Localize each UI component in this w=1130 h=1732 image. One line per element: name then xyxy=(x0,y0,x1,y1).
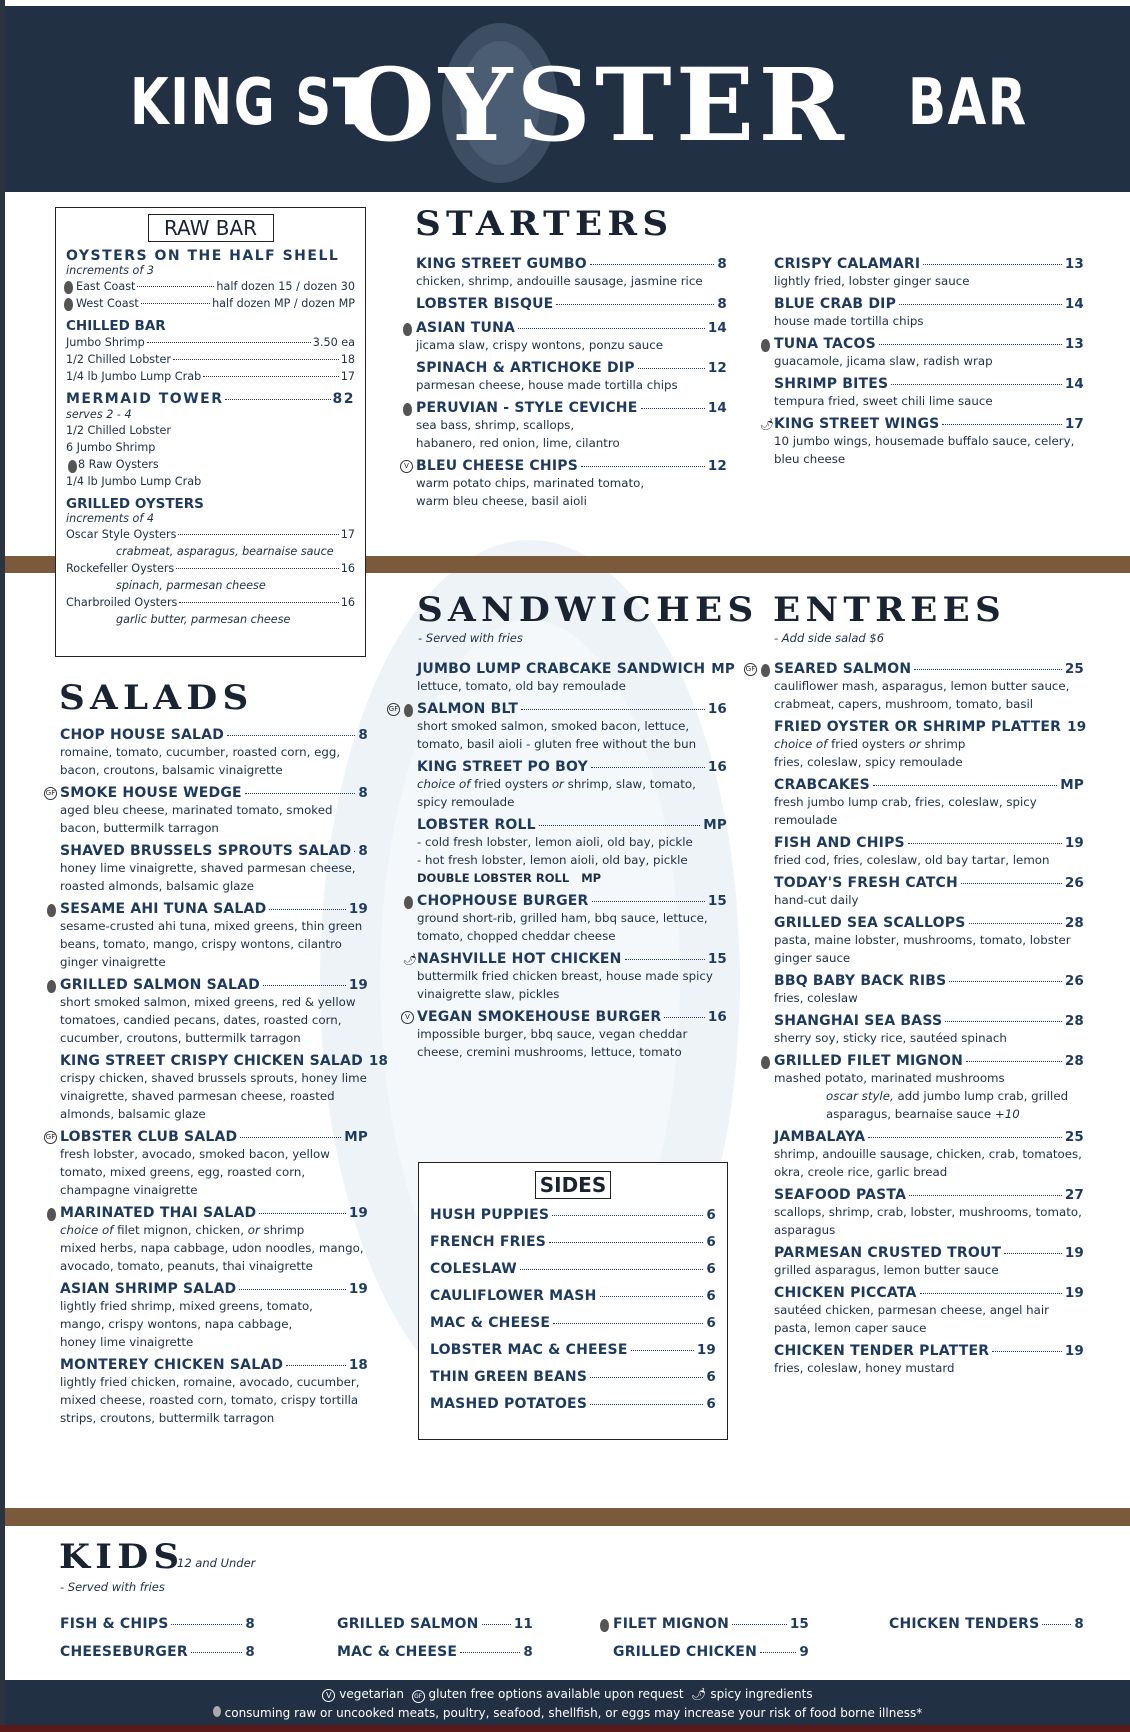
item-price: 19 xyxy=(348,1205,368,1221)
menu-item xyxy=(66,526,355,543)
item-name: MONTEREY CHICKEN SALAD xyxy=(60,1357,284,1373)
item-price: half dozen 15 / dozen 30 xyxy=(216,280,355,293)
item-name: CRISPY CALAMARI xyxy=(774,256,921,272)
kids-heading: KIDS xyxy=(59,1537,185,1577)
item-price: 15 xyxy=(707,893,727,909)
item-price: MP xyxy=(711,661,736,677)
item-desc: fried cod, fries, coleslaw, old bay tartar, lemon xyxy=(774,853,1050,867)
item-price: 26 xyxy=(1064,973,1084,989)
menu-item xyxy=(66,560,355,577)
raw-oyster-icon xyxy=(68,460,77,473)
item-price: 28 xyxy=(1064,915,1084,931)
item-name: KING STREET CRISPY CHICKEN SALAD xyxy=(60,1053,363,1069)
raw-oyster-icon xyxy=(600,1619,609,1632)
item-desc: 10 jumbo wings, housemade buffalo sauce, celery, bleu cheese xyxy=(774,434,1075,466)
item-name: SMOKE HOUSE WEDGE xyxy=(60,785,242,801)
item-desc: fresh jumbo lump crab, fries, coleslaw, spicy remoulade xyxy=(774,795,1037,827)
item-name: TODAY'S FRESH CATCH xyxy=(774,875,958,891)
menu-item xyxy=(417,817,727,887)
item-desc: tempura fried, sweet chili lime sauce xyxy=(774,394,993,408)
item-name: KING STREET WINGS xyxy=(774,416,940,432)
menu-item: CHEESEBURGER 8 xyxy=(60,1644,255,1660)
item-name: LOBSTER BISQUE xyxy=(416,296,554,312)
menu-item xyxy=(403,951,727,1003)
item-price: 18 xyxy=(348,1357,368,1373)
item-name: ASIAN SHRIMP SALAD xyxy=(60,1281,237,1297)
item-price: 18 xyxy=(340,353,355,366)
sandwiches-column xyxy=(388,661,736,1067)
item-price: 82 xyxy=(332,391,355,407)
item-price: 28 xyxy=(1064,1053,1084,1069)
item-desc: sea bass, shrimp, scallops, habanero, red onion, lime, cilantro xyxy=(416,418,620,450)
item-price: 14 xyxy=(707,400,727,416)
raw-bar-title: RAW BAR xyxy=(148,214,274,242)
item-desc: warm potato chips, marinated tomato, warm bleu cheese, basil aioli xyxy=(416,476,645,508)
vegetarian-icon: V xyxy=(322,1689,335,1702)
legend-vegetarian: vegetarian xyxy=(339,1687,405,1701)
menu-item xyxy=(774,1187,1084,1239)
menu-item xyxy=(416,296,727,312)
item-price: 16 xyxy=(707,701,727,717)
item-name: SESAME AHI TUNA SALAD xyxy=(60,901,267,917)
menu-item xyxy=(774,1245,1084,1279)
item-price: 14 xyxy=(707,320,727,336)
gluten-free-icon: GF xyxy=(412,1690,425,1703)
item-price: 19 xyxy=(1064,1343,1084,1359)
menu-item xyxy=(60,727,368,779)
item-name: Rockefeller Oysters xyxy=(66,562,175,575)
menu-item xyxy=(774,296,1084,330)
item-price: 15 xyxy=(707,951,727,967)
item-price: 13 xyxy=(1064,336,1084,352)
item-name: ASIAN TUNA xyxy=(416,320,516,336)
item-price: half dozen MP / dozen MP xyxy=(212,297,355,310)
menu-item xyxy=(60,977,368,1047)
item-price: 19 xyxy=(348,1281,368,1297)
item-price: 8 xyxy=(358,843,368,859)
menu-item xyxy=(774,336,1084,370)
item-name: LOBSTER CLUB SALAD xyxy=(60,1129,238,1145)
menu-item xyxy=(416,360,727,394)
item-price: 14 xyxy=(1064,296,1084,312)
item-desc: guacamole, jicama slaw, radish wrap xyxy=(774,354,993,368)
item-desc: short smoked salmon, smoked bacon, lettuce, tomato, basil aioli - gluten free without the bun xyxy=(417,719,697,751)
item-desc: choice of fried oysters or shrimp, slaw, tomato, spicy remoulade xyxy=(417,777,696,809)
item-desc: pasta, maine lobster, mushrooms, tomato, lobster ginger sauce xyxy=(774,933,1071,965)
menu-item xyxy=(774,1285,1084,1337)
item-name: SHANGHAI SEA BASS xyxy=(774,1013,943,1029)
menu-item xyxy=(417,893,727,945)
sides-box xyxy=(418,1162,728,1440)
item-price: 19 xyxy=(1064,1245,1084,1261)
item-desc: impossible burger, bbq sauce, vegan cheddar cheese, cremini mushrooms, lettuce, tomato xyxy=(417,1027,688,1059)
menu-item xyxy=(774,875,1084,909)
item-name: JUMBO LUMP CRABCAKE SANDWICH xyxy=(417,661,706,677)
half-shell-note: increments of 3 xyxy=(66,264,154,277)
item-desc: cauliflower mash, asparagus, lemon butter sauce, crabmeat, capers, mushroom, tomato, basil xyxy=(774,679,1070,711)
item-desc: sautéed chicken, parmesan cheese, angel hair pasta, lemon caper sauce xyxy=(774,1303,1050,1335)
item-desc: aged bleu cheese, marinated tomato, smoked bacon, buttermilk tarragon xyxy=(60,803,333,835)
item-price: 8 xyxy=(358,727,368,743)
item-desc: sherry soy, sticky rice, sautéed spinach xyxy=(774,1031,1007,1045)
entrees-note: - Add side salad $6 xyxy=(774,631,885,645)
raw-bar-box xyxy=(55,207,366,657)
item-price: 13 xyxy=(1064,256,1084,272)
menu-sheet xyxy=(5,0,1130,1732)
gluten-free-icon: GF xyxy=(387,703,400,716)
item-price: 12 xyxy=(707,360,727,376)
item-desc: choice of filet mignon, chicken, or shrimp xyxy=(60,1223,305,1237)
half-shell-title: OYSTERS ON THE HALF SHELL xyxy=(66,248,340,264)
item-price: 18 xyxy=(368,1053,389,1069)
menu-item xyxy=(774,835,1084,869)
item-desc: sesame-crusted ahi tuna, mixed greens, thin green beans, tomato, mango, crispy wontons, cilantro ginger vinaigrette xyxy=(60,919,363,969)
gluten-free-icon: GF xyxy=(744,663,757,676)
item-name: VEGAN SMOKEHOUSE BURGER xyxy=(417,1009,662,1025)
item-desc: spinach, parmesan cheese xyxy=(116,579,266,592)
item-desc: fries, coleslaw, spicy remoulade xyxy=(774,755,963,769)
entrees-heading: ENTREES xyxy=(773,590,1007,630)
item-name: CHICKEN PICCATA xyxy=(774,1285,917,1301)
item-name: FRIED OYSTER OR SHRIMP PLATTER xyxy=(774,719,1062,735)
item-desc: fresh lobster, avocado, smoked bacon, yellow tomato, mixed greens, egg, roasted corn, champagne vinaigrette xyxy=(60,1147,330,1197)
menu-item: THIN GREEN BEANS 6 xyxy=(430,1369,716,1385)
menu-item xyxy=(66,295,355,312)
menu-item xyxy=(774,376,1084,410)
raw-oyster-icon xyxy=(404,704,413,717)
header-banner xyxy=(5,6,1130,192)
item-name: SEAFOOD PASTA xyxy=(774,1187,907,1203)
item-name: PERUVIAN - STYLE CEVICHE xyxy=(416,400,638,416)
item-name: Jumbo Shrimp xyxy=(66,336,145,349)
menu-item: FRENCH FRIES 6 xyxy=(430,1234,716,1250)
item-name: 1/4 lb Jumbo Lump Crab xyxy=(66,370,202,383)
menu-item xyxy=(388,701,727,753)
starters-right-column xyxy=(760,256,1084,474)
item-desc: oscar style, add jumbo lump crab, grilled asparagus, bearnaise sauce +10 xyxy=(826,1089,1069,1121)
item-desc: jicama slaw, crispy wontons, ponzu sauce xyxy=(416,338,664,352)
item-price: 16 xyxy=(707,759,727,775)
menu-item: MASHED POTATOES 6 xyxy=(430,1396,716,1412)
menu-item: CAULIFLOWER MASH 6 xyxy=(430,1288,716,1304)
item-name: KING STREET PO BOY xyxy=(417,759,588,775)
tower-line: 1/2 Chilled Lobster xyxy=(66,424,172,437)
item-name: SHRIMP BITES xyxy=(774,376,889,392)
menu-item xyxy=(774,1013,1084,1047)
menu-item xyxy=(416,256,727,290)
item-desc: scallops, shrimp, crab, lobster, mushrooms, tomato, asparagus xyxy=(774,1205,1082,1237)
item-name: SHAVED BRUSSELS SPROUTS SALAD xyxy=(60,843,352,859)
item-name: BBQ BABY BACK RIBS xyxy=(774,973,947,989)
menu-item xyxy=(774,256,1084,290)
item-name: SPINACH & ARTICHOKE DIP xyxy=(416,360,635,376)
item-name: West Coast xyxy=(76,297,139,310)
item-extra: DOUBLE LOBSTER ROLL MP xyxy=(417,871,602,885)
logo-text-oyster: OYSTER xyxy=(345,46,849,164)
item-desc: buttermilk fried chicken breast, house made spicy vinaigrette slaw, pickles xyxy=(417,969,713,1001)
kids-note: - Served with fries xyxy=(60,1580,165,1594)
raw-oyster-icon xyxy=(47,904,56,917)
item-price: 17 xyxy=(1064,416,1084,432)
item-name: SEARED SALMON xyxy=(774,661,912,677)
item-desc: crabmeat, asparagus, bearnaise sauce xyxy=(116,545,334,558)
item-price: 8 xyxy=(358,785,368,801)
divider-band-bottom xyxy=(5,1508,1130,1526)
item-name: CHOPHOUSE BURGER xyxy=(417,893,589,909)
menu-item xyxy=(745,661,1084,713)
menu-item xyxy=(45,1129,368,1199)
spicy-pepper-icon: 🌶 xyxy=(403,953,417,966)
mermaid-tower xyxy=(66,391,355,408)
item-desc: mixed herbs, napa cabbage, udon noodles, mango, avocado, tomato, peanuts, thai vinaigrette xyxy=(60,1241,364,1273)
menu-item: GRILLED CHICKEN 9 xyxy=(613,1644,809,1660)
item-price: 16 xyxy=(340,562,355,575)
menu-item xyxy=(66,278,355,295)
sandwiches-note: - Served with fries xyxy=(418,631,523,645)
menu-item: MAC & CHEESE 6 xyxy=(430,1315,716,1331)
menu-item: MAC & CHEESE 8 xyxy=(337,1644,533,1660)
item-price: MP xyxy=(1060,777,1084,793)
item-price: 19 xyxy=(1064,1285,1084,1301)
item-desc: house made tortilla chips xyxy=(774,314,924,328)
menu-item xyxy=(774,973,1084,1007)
vegetarian-icon: V xyxy=(400,460,413,473)
menu-item xyxy=(760,416,1084,468)
item-desc: hand-cut daily xyxy=(774,893,859,907)
menu-item xyxy=(417,661,736,695)
raw-oyster-icon xyxy=(404,896,413,909)
menu-item xyxy=(416,400,727,452)
kids-age: 12 and Under xyxy=(177,1556,256,1570)
item-desc: lightly fried, lobster ginger sauce xyxy=(774,274,970,288)
item-name: PARMESAN CRUSTED TROUT xyxy=(774,1245,1002,1261)
item-desc: lettuce, tomato, old bay remoulade xyxy=(417,679,626,693)
menu-item xyxy=(404,458,727,510)
menu-item xyxy=(66,334,355,351)
item-name: JAMBALAYA xyxy=(774,1129,866,1145)
tower-line: 8 Raw Oysters xyxy=(66,456,355,473)
raw-oyster-icon xyxy=(403,403,412,416)
menu-item xyxy=(774,777,1084,829)
raw-oyster-icon xyxy=(47,980,56,993)
item-price: 19 xyxy=(348,977,368,993)
item-desc: - cold fresh lobster, lemon aioli, old bay, pickle xyxy=(417,835,693,849)
item-name: CHOP HOUSE SALAD xyxy=(60,727,225,743)
item-name: FISH AND CHIPS xyxy=(774,835,905,851)
raw-oyster-icon xyxy=(761,664,770,677)
item-price: 17 xyxy=(340,370,355,383)
legend-raw-warning: consuming raw or uncooked meats, poultry, seafood, shellfish, or eggs may increase your risk of food borne illness* xyxy=(224,1706,923,1720)
menu-item xyxy=(774,915,1084,967)
item-name: SALMON BLT xyxy=(417,701,519,717)
item-price: MP xyxy=(703,817,727,833)
menu-item xyxy=(60,1281,368,1351)
raw-oyster-icon xyxy=(64,281,73,294)
menu-item: LOBSTER MAC & CHEESE 19 xyxy=(430,1342,716,1358)
item-name: TUNA TACOS xyxy=(774,336,876,352)
item-desc: - hot fresh lobster, lemon aioli, old bay, pickle xyxy=(417,853,688,867)
item-desc: garlic butter, parmesan cheese xyxy=(116,613,291,626)
item-name: GRILLED SEA SCALLOPS xyxy=(774,915,966,931)
starters-left-column xyxy=(404,256,727,516)
menu-item xyxy=(60,1205,368,1275)
sandwiches-heading: SANDWICHES xyxy=(417,590,759,630)
item-price: MP xyxy=(344,1129,368,1145)
item-price: 26 xyxy=(1064,875,1084,891)
item-name: CHICKEN TENDER PLATTER xyxy=(774,1343,990,1359)
item-price: 8 xyxy=(717,256,727,272)
menu-item xyxy=(416,320,727,354)
item-name: East Coast xyxy=(76,280,136,293)
menu-item xyxy=(774,1343,1084,1377)
item-desc: choice of fried oysters or shrimp xyxy=(774,737,966,751)
menu-item: GRILLED SALMON 11 xyxy=(337,1616,533,1632)
item-name: MARINATED THAI SALAD xyxy=(60,1205,257,1221)
item-desc: parmesan cheese, house made tortilla chips xyxy=(416,378,678,392)
item-price: 8 xyxy=(717,296,727,312)
item-name: Charbroiled Oysters xyxy=(66,596,178,609)
item-desc: lightly fried chicken, romaine, avocado, cucumber, mixed cheese, roasted corn, tomato, crispy tortilla strips, croutons, buttermilk tarragon xyxy=(60,1375,360,1425)
item-desc: lightly fried shrimp, mixed greens, tomato, mango, crispy wontons, napa cabbage, honey lime vinaigrette xyxy=(60,1299,313,1349)
menu-item xyxy=(60,843,368,895)
spicy-pepper-icon: 🌶 xyxy=(691,1687,707,1701)
item-name: KING STREET GUMBO xyxy=(416,256,587,272)
raw-oyster-icon xyxy=(761,1056,770,1069)
raw-oyster-icon xyxy=(64,298,73,311)
starters-heading: STARTERS xyxy=(415,204,674,244)
item-desc: grilled asparagus, lemon butter sauce xyxy=(774,1263,999,1277)
vegetarian-icon: V xyxy=(401,1011,414,1024)
item-desc: chicken, shrimp, andouille sausage, jasmine rice xyxy=(416,274,703,288)
item-price: 16 xyxy=(707,1009,727,1025)
legend-spicy: spicy ingredients xyxy=(710,1687,813,1701)
menu-item xyxy=(66,351,355,368)
menu-item xyxy=(60,1053,389,1123)
menu-item xyxy=(45,785,368,837)
menu-item: FISH & CHIPS 8 xyxy=(60,1616,255,1632)
raw-oyster-icon xyxy=(47,1208,56,1221)
logo-text-right: BAR xyxy=(908,66,1028,140)
item-price: 28 xyxy=(1064,1013,1084,1029)
item-name: MERMAID TOWER xyxy=(66,391,224,407)
entrees-column xyxy=(745,661,1087,1383)
logo-text-left: KING ST xyxy=(130,66,369,140)
item-desc: honey lime vinaigrette, shaved parmesan cheese, roasted almonds, balsamic glaze xyxy=(60,861,356,893)
tower-line: 6 Jumbo Shrimp xyxy=(66,441,156,454)
item-price: 19 xyxy=(348,901,368,917)
tower-line: 1/4 lb Jumbo Lump Crab xyxy=(66,475,202,488)
gluten-free-icon: GF xyxy=(44,787,57,800)
item-name: GRILLED FILET MIGNON xyxy=(774,1053,964,1069)
menu-item xyxy=(60,1357,368,1427)
item-price: 25 xyxy=(1064,1129,1084,1145)
item-desc: fries, coleslaw, honey mustard xyxy=(774,1361,955,1375)
item-name: Oscar Style Oysters xyxy=(66,528,177,541)
salads-column xyxy=(45,727,389,1433)
item-price: 3.50 ea xyxy=(312,336,355,349)
menu-item xyxy=(60,901,368,971)
item-price: 14 xyxy=(1064,376,1084,392)
item-desc: mashed potato, marinated mushrooms xyxy=(774,1071,1005,1085)
menu-item xyxy=(774,719,1087,771)
menu-item: CHICKEN TENDERS 8 xyxy=(889,1616,1084,1632)
menu-item: COLESLAW 6 xyxy=(430,1261,716,1277)
item-name: GRILLED SALMON SALAD xyxy=(60,977,260,993)
item-price: 16 xyxy=(340,596,355,609)
item-desc: shrimp, andouille sausage, chicken, crab, tomatoes, okra, creole rice, garlic bread xyxy=(774,1147,1082,1179)
item-name: 1/2 Chilled Lobster xyxy=(66,353,172,366)
raw-oyster-icon xyxy=(761,339,770,352)
item-name: CRABCAKES xyxy=(774,777,870,793)
menu-item xyxy=(66,594,355,611)
grilled-oysters-title: GRILLED OYSTERS xyxy=(66,496,204,512)
raw-oyster-icon xyxy=(403,323,412,336)
menu-item: FILET MIGNON 15 xyxy=(613,1616,809,1632)
legend-line xyxy=(5,1685,1130,1704)
raw-oyster-icon xyxy=(213,1706,221,1717)
salads-heading: SALADS xyxy=(59,678,254,718)
gluten-free-icon: GF xyxy=(44,1131,57,1144)
legend-gluten-free: gluten free options available upon request xyxy=(428,1687,684,1701)
item-price: 25 xyxy=(1064,661,1084,677)
menu-item xyxy=(417,759,727,811)
item-name: NASHVILLE HOT CHICKEN xyxy=(417,951,622,967)
item-desc: romaine, tomato, cucumber, roasted corn, egg, bacon, croutons, balsamic vinaigrette xyxy=(60,745,341,777)
legend-line xyxy=(5,1704,1130,1723)
sides-title: SIDES xyxy=(535,1171,611,1199)
tower-note: serves 2 - 4 xyxy=(66,408,132,421)
chilled-bar-title: CHILLED BAR xyxy=(66,318,166,334)
item-price: 27 xyxy=(1064,1187,1084,1203)
bottom-edge-bar xyxy=(0,1725,1130,1732)
menu-item xyxy=(405,1009,727,1061)
item-price: 12 xyxy=(707,458,727,474)
item-name: LOBSTER ROLL xyxy=(417,817,536,833)
item-price: 17 xyxy=(340,528,355,541)
item-desc: ground short-rib, grilled ham, bbq sauce, lettuce, tomato, chopped cheddar cheese xyxy=(417,911,708,943)
item-desc: short smoked salmon, mixed greens, red & yellow tomatoes, candied pecans, dates, roasted corn, cucumber, croutons, buttermilk tarragon xyxy=(60,995,356,1045)
menu-item xyxy=(66,368,355,385)
item-desc: crispy chicken, shaved brussels sprouts, honey lime vinaigrette, shaved parmesan cheese, roasted almonds, balsamic glaze xyxy=(60,1071,367,1121)
item-name: BLEU CHEESE CHIPS xyxy=(416,458,578,474)
item-price: 19 xyxy=(1064,835,1084,851)
spicy-pepper-icon: 🌶 xyxy=(760,418,774,431)
grilled-note: increments of 4 xyxy=(66,512,154,525)
item-price: 19 xyxy=(1067,719,1087,735)
menu-item xyxy=(774,1053,1084,1123)
menu-item xyxy=(774,1129,1084,1181)
menu-item: HUSH PUPPIES 6 xyxy=(430,1207,716,1223)
item-desc: fries, coleslaw xyxy=(774,991,858,1005)
item-name: BLUE CRAB DIP xyxy=(774,296,897,312)
